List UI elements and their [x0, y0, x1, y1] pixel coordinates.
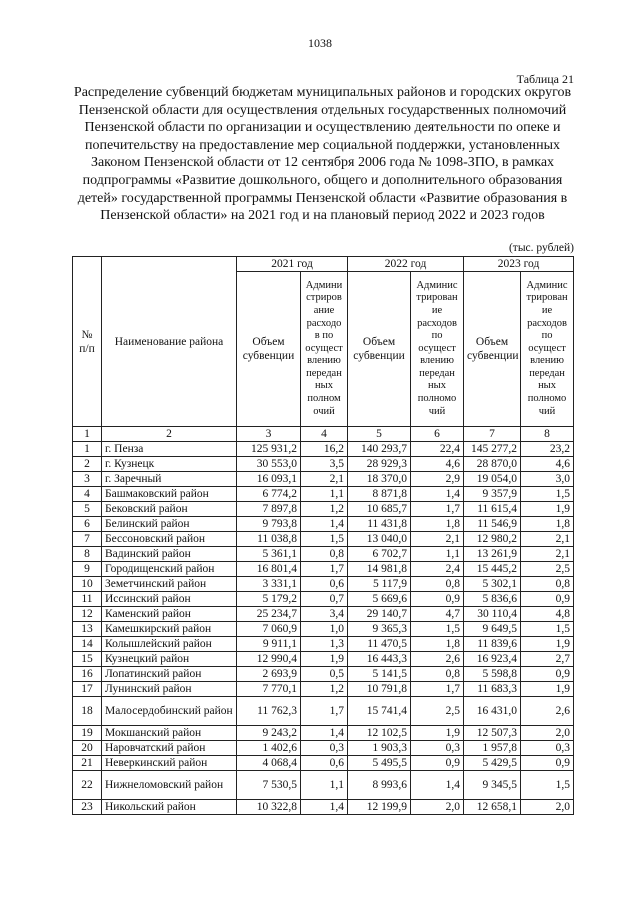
header-volume-2023: Объем субвенции [464, 272, 521, 427]
admin-2023: 1,5 [521, 487, 574, 502]
admin-2022: 1,5 [411, 622, 464, 637]
admin-2021: 1,1 [301, 487, 348, 502]
volume-2023: 11 615,4 [464, 502, 521, 517]
admin-2022: 4,7 [411, 607, 464, 622]
volume-2023: 30 110,4 [464, 607, 521, 622]
row-number: 5 [73, 502, 102, 517]
row-number: 19 [73, 726, 102, 741]
volume-2023: 11 546,9 [464, 517, 521, 532]
volume-2021: 7 770,1 [237, 682, 301, 697]
volume-2023: 12 980,2 [464, 532, 521, 547]
header-admin-2022: Админис трирован ие расходов по осущест влению передан ных полномо чий [411, 272, 464, 427]
volume-2021: 125 931,2 [237, 442, 301, 457]
table-row [73, 472, 574, 487]
units-label: (тыс. рублей) [508, 242, 574, 254]
column-number: 2 [102, 427, 237, 442]
volume-2021: 5 361,1 [237, 547, 301, 562]
admin-2021: 0,5 [301, 667, 348, 682]
admin-2023: 2,0 [521, 800, 574, 815]
district-name: Лунинский район [102, 682, 237, 697]
admin-2021: 2,1 [301, 472, 348, 487]
admin-2023: 23,2 [521, 442, 574, 457]
volume-2021: 7 530,5 [237, 771, 301, 800]
page-number: 1038 [308, 36, 332, 50]
row-number: 1 [73, 442, 102, 457]
admin-2022: 0,9 [411, 756, 464, 771]
admin-2021: 1,2 [301, 682, 348, 697]
row-number: 20 [73, 741, 102, 756]
row-number: 4 [73, 487, 102, 502]
subvention-table [72, 256, 574, 815]
admin-2021: 1,0 [301, 622, 348, 637]
volume-2022: 9 365,3 [348, 622, 411, 637]
admin-2022: 0,8 [411, 577, 464, 592]
admin-2022: 1,9 [411, 726, 464, 741]
volume-2023: 16 923,4 [464, 652, 521, 667]
header-year-2022: 2022 год [348, 257, 464, 272]
admin-2023: 2,6 [521, 697, 574, 726]
volume-2023: 5 836,6 [464, 592, 521, 607]
volume-2021: 9 911,1 [237, 637, 301, 652]
district-name: г. Заречный [102, 472, 237, 487]
admin-2022: 1,8 [411, 517, 464, 532]
admin-2021: 1,4 [301, 726, 348, 741]
admin-2021: 1,1 [301, 771, 348, 800]
table-row [73, 622, 574, 637]
admin-2023: 1,8 [521, 517, 574, 532]
volume-2021: 10 322,8 [237, 800, 301, 815]
admin-2022: 2,0 [411, 800, 464, 815]
volume-2021: 16 093,1 [237, 472, 301, 487]
table-row [73, 652, 574, 667]
table-row [73, 517, 574, 532]
volume-2021: 11 762,3 [237, 697, 301, 726]
column-number: 6 [411, 427, 464, 442]
volume-2022: 140 293,7 [348, 442, 411, 457]
volume-2022: 5 117,9 [348, 577, 411, 592]
volume-2021: 12 990,4 [237, 652, 301, 667]
admin-2022: 0,9 [411, 592, 464, 607]
district-name: Камешкирский район [102, 622, 237, 637]
volume-2022: 5 495,5 [348, 756, 411, 771]
admin-2021: 16,2 [301, 442, 348, 457]
document-title: Распределение субвенций бюджетам муниципальных районов и городских округов Пензенской области для осуществления отдельных государственных полномочий Пензенской области по организации и осуществлению деятельности по опеке и попечительству на предоставление мер социальной поддержки, установленных Законом Пензенской области от 12 сентября 2006 года № 1098-ЗПО, в рамках подпрограммы «Развитие дошкольного, общего и дополнительного образования детей» государственной программы Пензенской области «Развитие образования в Пензенской области» на 2021 год и на плановый период 2022 и 2023 годов [73, 85, 572, 224]
volume-2021: 16 801,4 [237, 562, 301, 577]
volume-2022: 8 871,8 [348, 487, 411, 502]
admin-2022: 1,4 [411, 487, 464, 502]
volume-2022: 28 929,3 [348, 457, 411, 472]
admin-2022: 0,8 [411, 667, 464, 682]
admin-2022: 22,4 [411, 442, 464, 457]
admin-2022: 1,7 [411, 502, 464, 517]
volume-2023: 11 683,3 [464, 682, 521, 697]
admin-2023: 0,3 [521, 741, 574, 756]
volume-2021: 7 060,9 [237, 622, 301, 637]
row-number: 14 [73, 637, 102, 652]
admin-2022: 2,5 [411, 697, 464, 726]
table-row [73, 682, 574, 697]
header-year-2021: 2021 год [237, 257, 348, 272]
admin-2023: 1,9 [521, 637, 574, 652]
row-number: 16 [73, 667, 102, 682]
volume-2023: 19 054,0 [464, 472, 521, 487]
volume-2022: 12 199,9 [348, 800, 411, 815]
admin-2023: 4,6 [521, 457, 574, 472]
header-num: № п/п [73, 257, 102, 427]
volume-2022: 10 791,8 [348, 682, 411, 697]
volume-2022: 11 431,8 [348, 517, 411, 532]
row-number: 7 [73, 532, 102, 547]
volume-2021: 2 693,9 [237, 667, 301, 682]
volume-2023: 11 839,6 [464, 637, 521, 652]
volume-2022: 11 470,5 [348, 637, 411, 652]
district-name: Бессоновский район [102, 532, 237, 547]
volume-2022: 8 993,6 [348, 771, 411, 800]
row-number: 11 [73, 592, 102, 607]
admin-2023: 0,8 [521, 577, 574, 592]
volume-2022: 14 981,8 [348, 562, 411, 577]
district-name: Нижнеломовский район [102, 771, 237, 800]
volume-2023: 12 658,1 [464, 800, 521, 815]
volume-2021: 6 774,2 [237, 487, 301, 502]
district-name: Иссинский район [102, 592, 237, 607]
header-admin-2023: Админис трирован ие расходов по осущест влению передан ных полномо чий [521, 272, 574, 427]
admin-2021: 1,9 [301, 652, 348, 667]
volume-2021: 25 234,7 [237, 607, 301, 622]
district-name: Вадинский район [102, 547, 237, 562]
admin-2021: 1,7 [301, 562, 348, 577]
row-number: 3 [73, 472, 102, 487]
row-number: 9 [73, 562, 102, 577]
admin-2023: 2,5 [521, 562, 574, 577]
volume-2022: 29 140,7 [348, 607, 411, 622]
table-row [73, 697, 574, 726]
table-row [73, 771, 574, 800]
volume-2021: 3 331,1 [237, 577, 301, 592]
admin-2023: 0,9 [521, 667, 574, 682]
column-number: 3 [237, 427, 301, 442]
admin-2023: 1,5 [521, 622, 574, 637]
district-name: Каменский район [102, 607, 237, 622]
table-row [73, 667, 574, 682]
admin-2022: 1,7 [411, 682, 464, 697]
district-name: Белинский район [102, 517, 237, 532]
column-number: 4 [301, 427, 348, 442]
admin-2021: 1,4 [301, 517, 348, 532]
row-number: 15 [73, 652, 102, 667]
row-number: 13 [73, 622, 102, 637]
table-row [73, 637, 574, 652]
volume-2023: 28 870,0 [464, 457, 521, 472]
volume-2021: 30 553,0 [237, 457, 301, 472]
admin-2022: 1,8 [411, 637, 464, 652]
district-name: Малосердобинский район [102, 697, 237, 726]
header-volume-2022: Объем субвенции [348, 272, 411, 427]
admin-2022: 1,4 [411, 771, 464, 800]
table-row [73, 756, 574, 771]
table-row [73, 487, 574, 502]
column-number: 7 [464, 427, 521, 442]
volume-2023: 13 261,9 [464, 547, 521, 562]
district-name: Колышлейский район [102, 637, 237, 652]
row-number: 22 [73, 771, 102, 800]
admin-2021: 0,6 [301, 756, 348, 771]
volume-2023: 16 431,0 [464, 697, 521, 726]
admin-2022: 2,6 [411, 652, 464, 667]
admin-2023: 1,5 [521, 771, 574, 800]
admin-2021: 3,5 [301, 457, 348, 472]
admin-2022: 2,1 [411, 532, 464, 547]
column-number: 8 [521, 427, 574, 442]
district-name: Мокшанский район [102, 726, 237, 741]
admin-2021: 0,6 [301, 577, 348, 592]
admin-2021: 1,4 [301, 800, 348, 815]
volume-2022: 12 102,5 [348, 726, 411, 741]
volume-2021: 7 897,8 [237, 502, 301, 517]
district-name: Земетчинский район [102, 577, 237, 592]
table-row [73, 800, 574, 815]
admin-2021: 0,7 [301, 592, 348, 607]
admin-2022: 4,6 [411, 457, 464, 472]
admin-2022: 1,1 [411, 547, 464, 562]
volume-2023: 5 429,5 [464, 756, 521, 771]
district-name: Бековский район [102, 502, 237, 517]
header-year-2023: 2023 год [464, 257, 574, 272]
admin-2021: 1,3 [301, 637, 348, 652]
district-name: Башмаковский район [102, 487, 237, 502]
table-label: Таблица 21 [516, 72, 574, 86]
admin-2022: 0,3 [411, 741, 464, 756]
volume-2023: 9 345,5 [464, 771, 521, 800]
volume-2022: 5 669,6 [348, 592, 411, 607]
volume-2022: 15 741,4 [348, 697, 411, 726]
table-row [73, 607, 574, 622]
admin-2023: 2,0 [521, 726, 574, 741]
table-row [73, 457, 574, 472]
table-row [73, 547, 574, 562]
table-row [73, 741, 574, 756]
volume-2021: 9 793,8 [237, 517, 301, 532]
header-admin-2021: Админи стриров ание расходо в по осущест влению передан ных полном очий [301, 272, 348, 427]
admin-2023: 1,9 [521, 682, 574, 697]
row-number: 17 [73, 682, 102, 697]
volume-2022: 10 685,7 [348, 502, 411, 517]
district-name: Наровчатский район [102, 741, 237, 756]
row-number: 8 [73, 547, 102, 562]
volume-2021: 9 243,2 [237, 726, 301, 741]
row-number: 18 [73, 697, 102, 726]
volume-2023: 9 649,5 [464, 622, 521, 637]
header-name: Наименование района [102, 257, 237, 427]
volume-2022: 16 443,3 [348, 652, 411, 667]
volume-2023: 9 357,9 [464, 487, 521, 502]
table-row [73, 562, 574, 577]
row-number: 10 [73, 577, 102, 592]
admin-2022: 2,4 [411, 562, 464, 577]
volume-2022: 13 040,0 [348, 532, 411, 547]
volume-2023: 12 507,3 [464, 726, 521, 741]
admin-2021: 3,4 [301, 607, 348, 622]
district-name: Неверкинский район [102, 756, 237, 771]
volume-2023: 15 445,2 [464, 562, 521, 577]
volume-2022: 6 702,7 [348, 547, 411, 562]
admin-2023: 2,1 [521, 547, 574, 562]
admin-2021: 0,3 [301, 741, 348, 756]
row-number: 2 [73, 457, 102, 472]
volume-2021: 11 038,8 [237, 532, 301, 547]
admin-2023: 0,9 [521, 592, 574, 607]
admin-2023: 2,1 [521, 532, 574, 547]
volume-2023: 1 957,8 [464, 741, 521, 756]
table-row [73, 442, 574, 457]
district-name: г. Кузнецк [102, 457, 237, 472]
admin-2021: 1,2 [301, 502, 348, 517]
admin-2022: 2,9 [411, 472, 464, 487]
district-name: Городищенский район [102, 562, 237, 577]
table-row [73, 532, 574, 547]
admin-2023: 2,7 [521, 652, 574, 667]
row-number: 6 [73, 517, 102, 532]
volume-2023: 145 277,2 [464, 442, 521, 457]
column-number: 1 [73, 427, 102, 442]
volume-2021: 5 179,2 [237, 592, 301, 607]
district-name: Кузнецкий район [102, 652, 237, 667]
table-row [73, 726, 574, 741]
admin-2023: 1,9 [521, 502, 574, 517]
volume-2022: 5 141,5 [348, 667, 411, 682]
column-number: 5 [348, 427, 411, 442]
volume-2021: 4 068,4 [237, 756, 301, 771]
header-volume-2021: Объем субвенции [237, 272, 301, 427]
district-name: Лопатинский район [102, 667, 237, 682]
admin-2021: 0,8 [301, 547, 348, 562]
table-row [73, 502, 574, 517]
volume-2022: 1 903,3 [348, 741, 411, 756]
volume-2023: 5 598,8 [464, 667, 521, 682]
table-row [73, 577, 574, 592]
district-name: г. Пенза [102, 442, 237, 457]
admin-2021: 1,5 [301, 532, 348, 547]
row-number: 12 [73, 607, 102, 622]
volume-2021: 1 402,6 [237, 741, 301, 756]
district-name: Никольский район [102, 800, 237, 815]
volume-2022: 18 370,0 [348, 472, 411, 487]
admin-2023: 4,8 [521, 607, 574, 622]
admin-2021: 1,7 [301, 697, 348, 726]
admin-2023: 0,9 [521, 756, 574, 771]
row-number: 23 [73, 800, 102, 815]
admin-2023: 3,0 [521, 472, 574, 487]
row-number: 21 [73, 756, 102, 771]
table-row [73, 592, 574, 607]
column-number-row [73, 427, 574, 442]
volume-2023: 5 302,1 [464, 577, 521, 592]
